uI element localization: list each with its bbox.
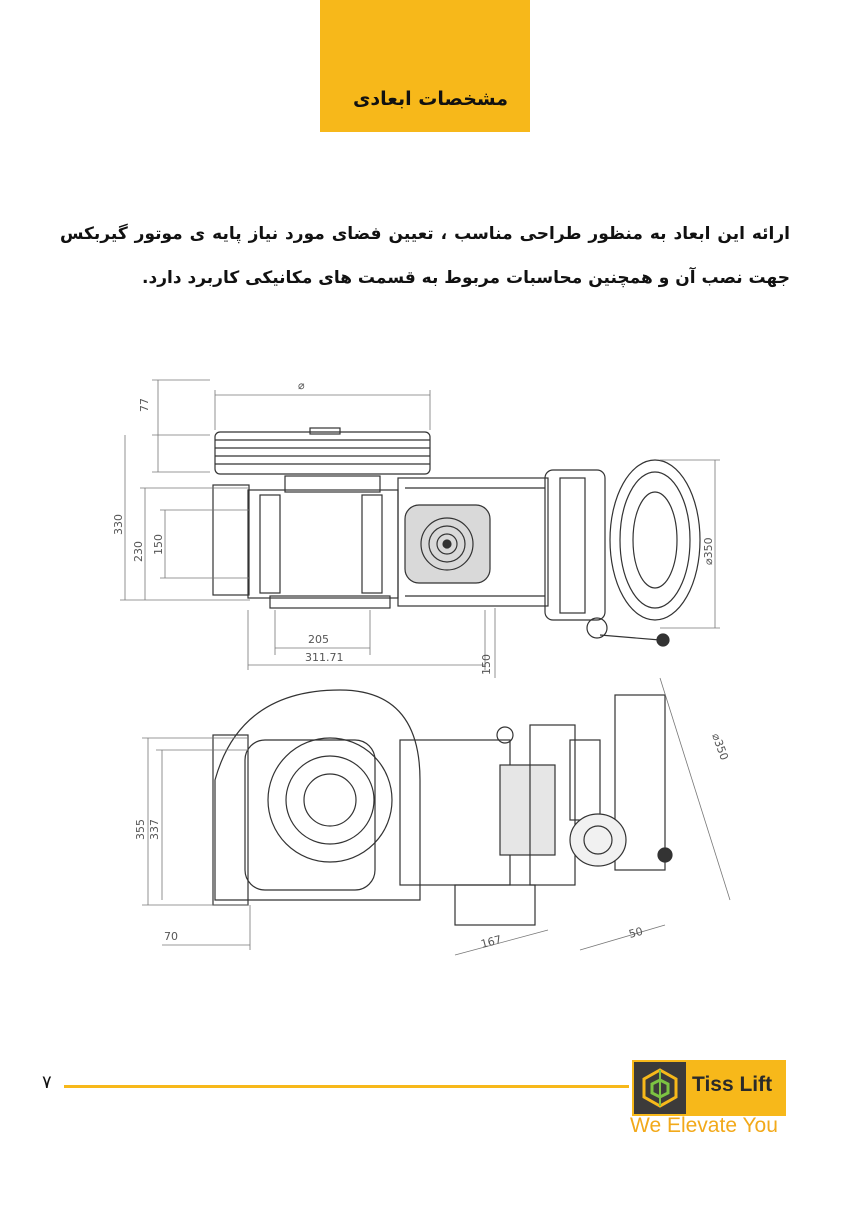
header-banner: [320, 0, 530, 132]
motor-top: [545, 460, 700, 646]
brand-slogan: We Elevate You: [630, 1114, 778, 1137]
cube-logo-icon: [634, 1062, 686, 1114]
dim-d350-bottom: ⌀350: [709, 731, 731, 762]
footer-divider: [64, 1085, 629, 1088]
dim-lines-bottom: [142, 678, 730, 955]
dim-50: 50: [627, 924, 645, 941]
dim-330: 330: [112, 514, 125, 535]
brand-logo: [632, 1060, 786, 1116]
dim-311: 311.71: [305, 651, 344, 664]
technical-drawing: [100, 360, 740, 970]
gearbox-top: [213, 476, 548, 608]
dim-337: 337: [148, 819, 161, 840]
dim-205: 205: [308, 633, 329, 646]
page-title: مشخصات ابعادی: [352, 88, 508, 110]
dim-77: 77: [138, 398, 151, 412]
brand-name: Tiss Lift: [692, 1073, 773, 1096]
pulley-top: [215, 428, 430, 474]
intro-paragraph: ارائه این ابعاد به منظور طراحی مناسب ، تعیین فضای مورد نیاز پایه ی موتور گیربکس جهت نصب آن و همچنین محاسبات مربوط به قسمت های مکانیکی کاربرد دارد.: [60, 224, 790, 288]
dim-150: 150: [152, 534, 165, 555]
dim-150-vertical: 150: [480, 654, 493, 675]
dim-70: 70: [164, 930, 178, 943]
dim-230: 230: [132, 541, 145, 562]
dim-355: 355: [134, 819, 147, 840]
fan-top: [405, 505, 490, 583]
dim-167: 167: [479, 932, 504, 951]
dim-d350-top: ⌀350: [702, 537, 715, 565]
page-number: ۷: [42, 1072, 52, 1093]
dim-diameter-top: ⌀: [298, 379, 305, 392]
gearbox-side: [213, 690, 555, 925]
